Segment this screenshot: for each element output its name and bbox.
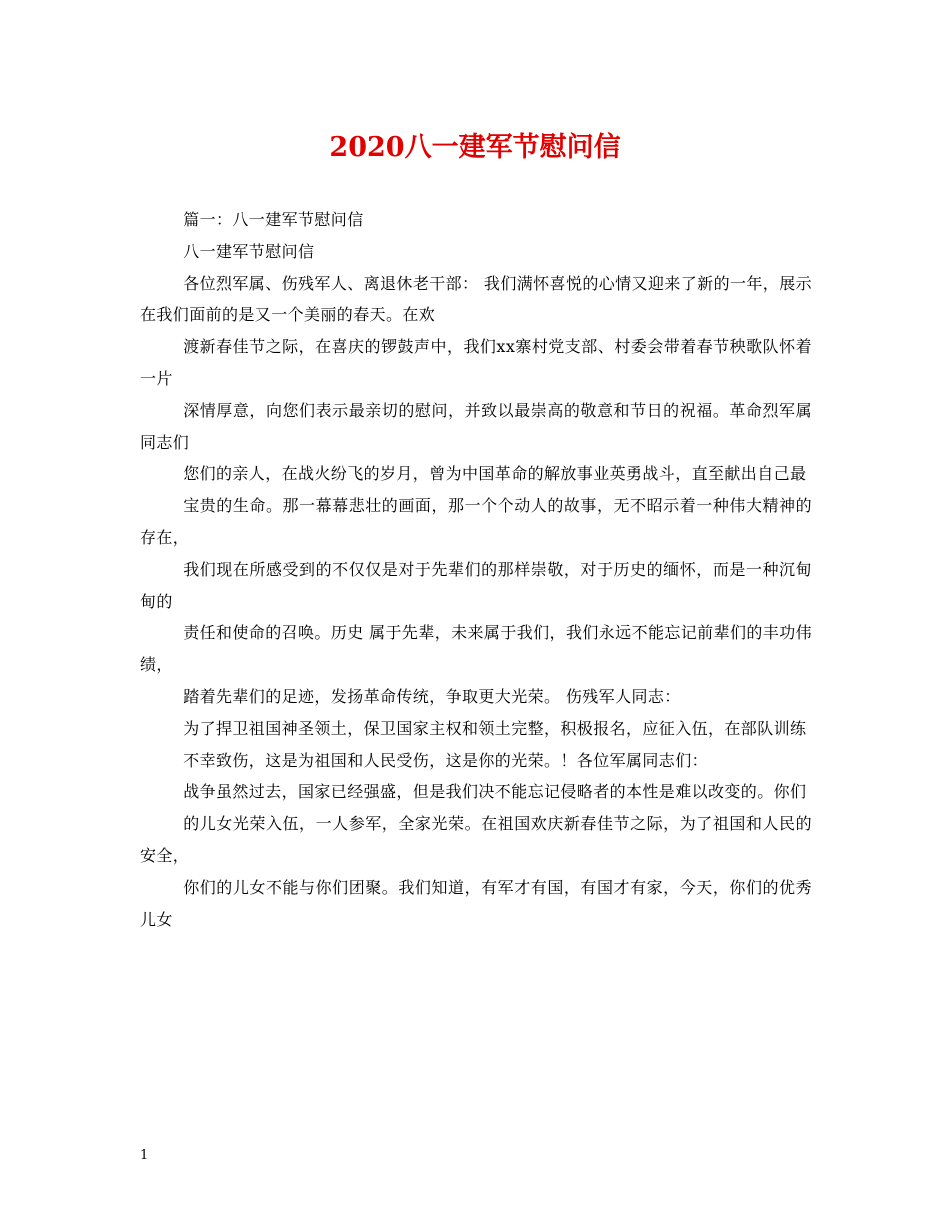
paragraph: 你们的儿女不能与你们团聚。我们知道，有军才有国，有国才有家，今天，你们的优秀儿女	[140, 877, 812, 929]
paragraph: 渡新春佳节之际，在喜庆的锣鼓声中，我们xx寨村党支部、村委会带着春节秧歌队怀着一片	[140, 337, 812, 388]
document-title: 2020八一建军节慰问信	[329, 132, 621, 163]
paragraph: 八一建军节慰问信	[183, 241, 315, 261]
page-number: 1	[140, 1148, 149, 1163]
paragraph: 的儿女光荣入伍，一人参军，全家光荣。在祖国欢庆新春佳节之际，为了祖国和人民的安全，	[140, 814, 812, 865]
paragraph: 踏着先辈们的足迹，发扬革命传统，争取更大光荣。 伤残军人同志：	[183, 686, 681, 706]
paragraph: 为了捍卫祖国神圣领土，保卫国家主权和领土完整，积极报名，应征入伍，在部队训练	[183, 718, 807, 738]
paragraph: 宝贵的生命。那一幕幕悲壮的画面，那一个个动人的故事，无不昭示着一种伟大精神的存在，	[140, 496, 812, 547]
document-body	[140, 204, 812, 935]
paragraph: 不幸致伤，这是为祖国和人民受伤，这是你的光荣。！各位军属同志们：	[183, 750, 708, 770]
paragraph: 各位烈军属、伤残军人、离退休老干部： 我们满怀喜悦的心情又迎来了新的一年，展示在我们面前的是又一个美丽的春天。在欢	[140, 273, 812, 325]
paragraph: 篇一：八一建军节慰问信	[183, 210, 364, 229]
paragraph: 深情厚意，向您们表示最亲切的慰问，并致以最崇高的敬意和节日的祝福。革命烈军属同志们	[140, 400, 812, 452]
paragraph: 责任和使命的召唤。历史 属于先辈，未来属于我们，我们永远不能忘记前辈们的丰功伟绩，	[140, 623, 812, 675]
paragraph: 我们现在所感受到的不仅仅是对于先辈们的那样崇敬，对于历史的缅怀，而是一种沉甸甸的	[140, 559, 812, 611]
paragraph: 战争虽然过去，国家已经强盛，但是我们决不能忘记侵略者的本性是难以改变的。你们	[183, 782, 807, 802]
paragraph: 您们的亲人，在战火纷飞的岁月，曾为中国革命的解放事业英勇战斗，直至献出自己最	[183, 464, 807, 484]
